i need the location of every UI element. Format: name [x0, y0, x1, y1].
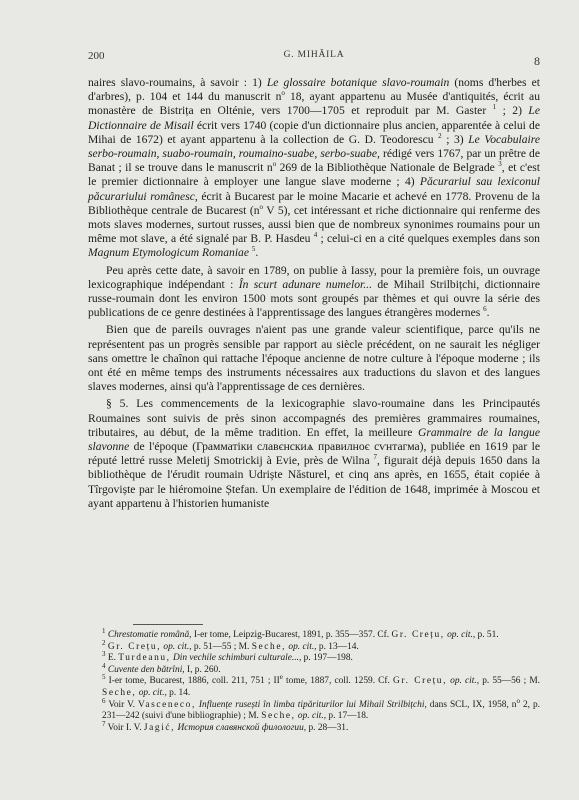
footnote: $^7$ Voir I. V. Jagić, История славянской филологии, p. 28—31. — [102, 719, 349, 733]
footnote: $^3$ E. Turdeanu, Din vechile schimburi culturale..., p. 197—198. — [102, 650, 353, 664]
main-text — [88, 76, 540, 511]
paragraph: naires slavo-roumains, à savoir : 1) Le glossaire botanique slavo-roumain (noms d'herbes et d'arbres), p. 104 et 144 du manuscrit $n^o$ 18, ayant appartenu au Musée d'antiquités, écrit au monastère de Bistrița en Olténie, vers 1700—1705 et reproduit par M. Gaster $^1$ ; 2) Le Dictionnaire de Misail écrit vers 1740 (copie d'un dictionnaire plus ancien, apparentée à celui de Mihai de 1672) et ayant appartenu à la collection de G. D. Teodorescu $^2$ ; 3) Le Vocabulaire serbo-roumain, suabo-roumain, roumaino-suabe, serbo-suabe, rédigé vers 1767, par un prêtre de Banat ; il se trouve dans le manuscrit $n^o$ 269 de la Bibliothèque Nationale de Belgrade $^3$, et c'est le premier dictionnaire à employer une langue slave moderne ; 4) Păcurariul sau lexiconul păcurariului românesc, écrit à Bucarest par le moine Macarie et achevé en 1778. Provenu de la Bibliothèque centrale de Bucarest ($n^o$ V 5), cet intéressant et riche dictionnaire qui renferme des mots slaves modernes, surtout russes, aussi bien que de nombreux synonimes roumains pour un même mot slave, a été signalé par B. P. Hasdeu $^4$ ; celui-ci en a cité quelques exemples dans son Magnum Etymologicum Romaniae $^5$. — [88, 76, 541, 260]
footnote: $^6$ Voir V. Vasceneco, Influențe rusești în limba tipăriturilor lui Mihail Strilbițchi, dans SCL, IX, 1958, $n^o$ 2, p. 231—242 (suivi d'une bibliographie) ; M. Seche, op. cit., p. 17—18. — [102, 696, 540, 722]
paragraph: Peu après cette date, à savoir en 1789, on publie à Iassy, pour la première fois, un ouvrage lexicographique indépendant : În scurt adunare numelor... de Mihail Strilbițchi, dictionnaire russe-roumain dont les environ 1500 mots sont groupés par thèmes et qui ouvre la série des publications de ce genre destinées à l'apprentissage des langues étrangères modernes $^6$. — [88, 263, 540, 320]
footnotes — [88, 626, 540, 734]
running-head: G. MIHĂILA — [283, 50, 345, 60]
page-number: 200 — [88, 50, 105, 62]
footnote: $^4$ Cuvente den bătrîni, I, p. 260. — [102, 661, 221, 675]
paragraph: § 5. Les commencements de la lexicographie slavo-roumaine dans les Principautés Roumaines sont suivis de près sinon accompagnés des premières grammaires roumaines, tributaires, au début, de la même tradition. En effet, la meilleure Grammaire de la langue slavonne de l'époque (Грамматіки славєнскиѧ правилноє сѵнтагма), publiée en 1619 par le réputé lettré russe Meletij Smotrickij à Evie, près de Wilna $^7$, figurait déjà depuis 1650 dans la bibliothèque de l'érudit roumain Udriște Năsturel, et cinq ans après, en 1655, était copiée à Tîrgoviște par le hiéromoine Ștefan. Un exemplaire de l'édition de 1648, imprimée à Moscou et ayant appartenu à l'historien humaniste — [88, 397, 540, 510]
footnote: $^1$ Chrestomatie română, I-er tome, Leipzig-Bucarest, 1891, p. 355—357. Cf. Gr. Crețu, op. cit., p. 51. — [102, 626, 499, 640]
page-header — [88, 50, 540, 68]
footnote: $^2$ Gr. Crețu, op. cit., p. 51—55 ; M. Seche, op. cit., p. 13—14. — [102, 638, 359, 652]
signature-mark: 8 — [534, 54, 540, 68]
footnote-divider — [133, 624, 203, 625]
paragraph: Bien que de pareils ouvrages n'aient pas une grande valeur scientifique, parce qu'ils ne représentent pas un progrès sensible par rapport au siècle précédent, on ne saurait les négliger sans omettre le chaînon qui rattache l'époque ancienne de notre culture à l'époque moderne ; ils ont été en même temps des instruments nécessaires aux traductions du slavon et des langues slaves modernes, ainsi qu'à l'apprentissage de ces dernières. — [88, 323, 540, 394]
footnote: $^5$ I-er tome, Bucarest, 1886, coll. 211, 751 ; IIe tome, 1887, coll. 1259. Cf. Gr. Crețu, op. cit., p. 55—56 ; M. Seche, op. cit., p. 14. — [102, 673, 540, 698]
